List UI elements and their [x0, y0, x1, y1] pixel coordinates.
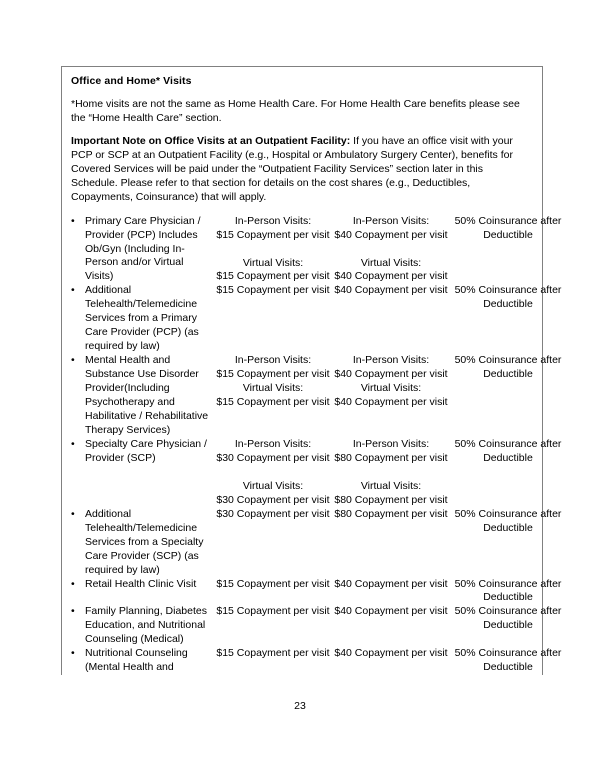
table-row: [62, 577, 562, 606]
tier1-cost-cell: [214, 284, 332, 298]
cost-line: In-Person Visits:: [352, 354, 430, 367]
cost-line: $40 Copayment per visit: [334, 228, 448, 241]
table-intro-cell: [62, 67, 542, 207]
row-label-cell: [62, 284, 214, 354]
row-label-cell: [62, 605, 214, 647]
row-label-cell: [62, 354, 214, 438]
table-row: [62, 507, 562, 578]
table-row: [62, 214, 562, 285]
tier2-cost-cell: [332, 284, 450, 298]
important-note-bold-lead: Important Note on Office Visits at an Outpatient Facility:: [71, 134, 351, 147]
tier3-cost-cell: [450, 284, 568, 312]
cost-line: 50% Coinsurance after Deductible: [454, 284, 562, 311]
tier2-cost-cell: [332, 215, 450, 285]
cost-line: $40 Copayment per visit: [334, 396, 448, 409]
row-label: Retail Health Clinic Visit: [85, 577, 197, 590]
spacer-line: [214, 466, 332, 480]
bullet-icon: •: [71, 437, 75, 450]
bullet-icon: •: [71, 605, 75, 618]
cost-line: $40 Copayment per visit: [334, 605, 448, 618]
row-label: Additional Telehealth/Telemedicine Services from a Specialty Care Provider (SCP) (as required by law): [85, 507, 204, 576]
cost-line: $80 Copayment per visit: [334, 507, 448, 520]
tier1-cost-cell: [214, 647, 332, 661]
table-row: [62, 605, 562, 647]
benefit-schedule-table: [61, 66, 562, 675]
row-label-cell: [62, 647, 214, 675]
spacer-line: [332, 243, 450, 257]
cost-line: In-Person Visits:: [352, 437, 430, 450]
tier1-cost-cell: [214, 215, 332, 285]
row-label: Primary Care Physician / Provider (PCP) Includes Ob/Gyn (Including In-Person and/or Virtual Visits): [85, 214, 201, 283]
page-number: 23: [294, 700, 306, 712]
important-note-body: If you have an office visit with your PCP or SCP at an Outpatient Facility (e.g., Hospital or Ambulatory Surgery Center), benefits for Covered Services will be paid under the “Outpatient Facility Services” section later in this Schedule. Please refer to that section for details on the cost shares (e.g., Deductibles, Copayments, Coinsurance) that will apply.: [71, 134, 513, 203]
cost-line: $15 Copayment per visit: [216, 228, 330, 241]
tier2-cost-cell: [332, 578, 450, 592]
cost-line: 50% Coinsurance after Deductible: [454, 647, 562, 674]
cost-line: 50% Coinsurance after Deductible: [454, 605, 562, 632]
spacer-line: [214, 243, 332, 257]
bullet-icon: •: [71, 214, 75, 227]
cost-line: In-Person Visits:: [234, 354, 312, 367]
cost-line: Virtual Visits:: [360, 382, 422, 395]
tier1-cost-cell: [214, 578, 332, 592]
row-label-cell: [62, 215, 214, 285]
cost-line: $30 Copayment per visit: [216, 451, 330, 464]
cost-line: Virtual Visits:: [242, 256, 304, 269]
tier3-cost-cell: [450, 438, 568, 466]
tier2-cost-cell: [332, 605, 450, 619]
table-row: [62, 437, 562, 508]
cost-line: $40 Copayment per visit: [334, 368, 448, 381]
cost-line: 50% Coinsurance after Deductible: [454, 577, 562, 604]
cost-line: 50% Coinsurance after Deductible: [454, 507, 562, 534]
cost-line: $15 Copayment per visit: [216, 396, 330, 409]
tier1-cost-cell: [214, 354, 332, 410]
tier1-cost-cell: [214, 605, 332, 619]
cost-line: $80 Copayment per visit: [334, 451, 448, 464]
cost-line: In-Person Visits:: [234, 437, 312, 450]
tier3-cost-cell: [450, 215, 568, 243]
bullet-icon: •: [71, 284, 75, 297]
cost-line: Virtual Visits:: [242, 382, 304, 395]
row-label-cell: [62, 438, 214, 466]
tier2-cost-cell: [332, 647, 450, 661]
cost-line: $40 Copayment per visit: [334, 647, 448, 660]
tier1-cost-cell: [214, 508, 332, 522]
row-label: Specialty Care Physician / Provider (SCP): [85, 437, 207, 464]
cost-line: $80 Copayment per visit: [334, 493, 448, 506]
row-label-cell: [62, 508, 214, 578]
cost-line: Virtual Visits:: [360, 256, 422, 269]
tier3-cost-cell: [450, 647, 568, 675]
tier3-cost-cell: [450, 354, 568, 382]
row-label: Family Planning, Diabetes Education, and Nutritional Counseling (Medical): [85, 605, 207, 646]
table-row: [62, 647, 562, 675]
row-label: Mental Health and Substance Use Disorder Provider(Including Psychotherapy and Habilitative / Rehabilitative Therapy Services): [85, 354, 209, 436]
cost-line: $15 Copayment per visit: [216, 605, 330, 618]
bullet-icon: •: [71, 577, 75, 590]
important-note-paragraph: [71, 135, 532, 205]
table-row: [62, 284, 562, 354]
cost-line: $30 Copayment per visit: [216, 507, 330, 520]
bullet-icon: •: [71, 647, 75, 660]
cost-line: $40 Copayment per visit: [334, 284, 448, 297]
tier3-cost-cell: [450, 508, 568, 536]
row-label-cell: [62, 578, 214, 592]
cost-line: Virtual Visits:: [242, 479, 304, 492]
tier3-cost-cell: [450, 605, 568, 633]
tier2-cost-cell: [332, 354, 450, 410]
bullet-icon: •: [71, 507, 75, 520]
cost-line: $15 Copayment per visit: [216, 270, 330, 283]
tier3-cost-cell: [450, 578, 568, 606]
cost-line: $15 Copayment per visit: [216, 368, 330, 381]
cost-line: $15 Copayment per visit: [216, 284, 330, 297]
cost-line: $40 Copayment per visit: [334, 270, 448, 283]
cost-line: In-Person Visits:: [234, 214, 312, 227]
cost-line: In-Person Visits:: [352, 214, 430, 227]
cost-line: $40 Copayment per visit: [334, 577, 448, 590]
cost-line: 50% Coinsurance after Deductible: [454, 437, 562, 464]
cost-line: 50% Coinsurance after Deductible: [454, 354, 562, 381]
table-row: [62, 354, 562, 438]
cost-line: Virtual Visits:: [360, 479, 422, 492]
tier1-cost-cell: [214, 438, 332, 508]
bullet-icon: •: [71, 354, 75, 367]
cost-line: $15 Copayment per visit: [216, 647, 330, 660]
tier2-cost-cell: [332, 438, 450, 508]
row-label: Additional Telehealth/Telemedicine Services from a Primary Care Provider (PCP) (as required by law): [85, 284, 199, 353]
benefit-rows: [62, 214, 562, 676]
cost-line: 50% Coinsurance after Deductible: [454, 214, 562, 241]
home-visit-note-paragraph: *Home visits are not the same as Home Health Care. For Home Health Care benefits please see the “Home Health Care” section.: [71, 97, 520, 124]
tier2-cost-cell: [332, 508, 450, 522]
row-label: Nutritional Counseling (Mental Health and: [85, 647, 188, 674]
spacer-line: [332, 466, 450, 480]
cost-line: $30 Copayment per visit: [216, 493, 330, 506]
cost-line: $15 Copayment per visit: [216, 577, 330, 590]
section-title: Office and Home* Visits: [71, 75, 192, 87]
